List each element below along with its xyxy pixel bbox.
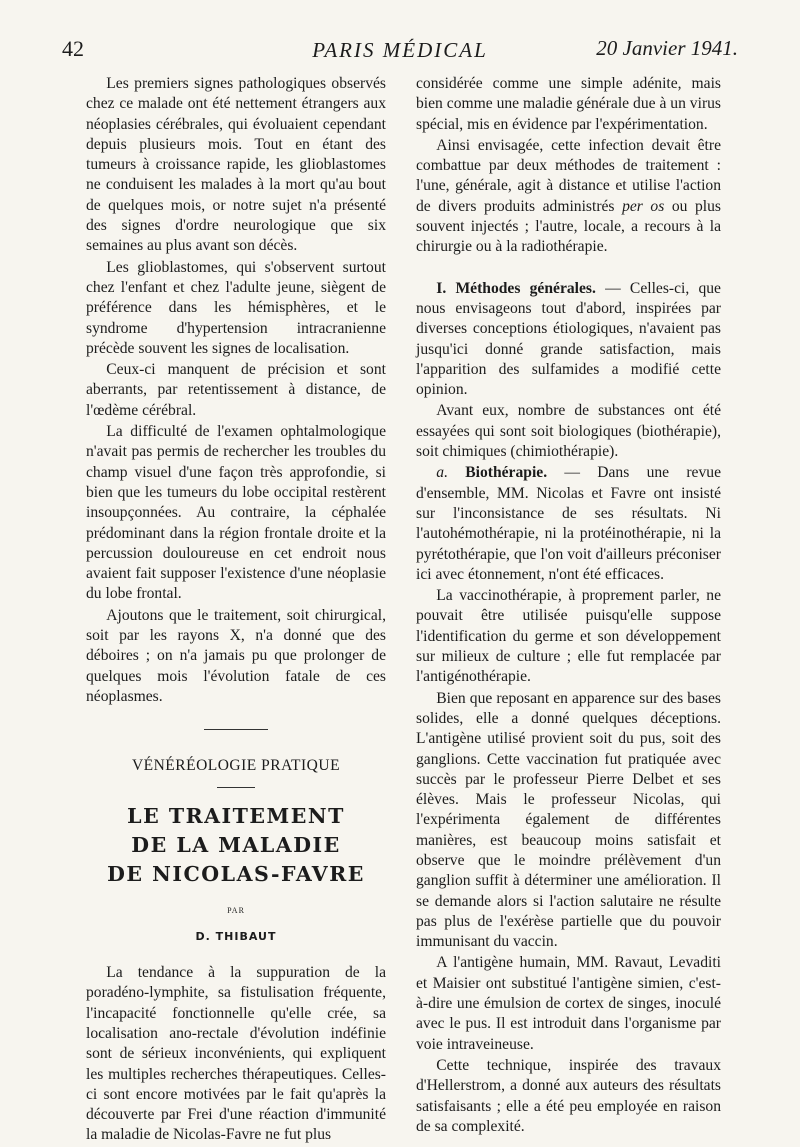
- left-column: [86, 74, 386, 1147]
- text-run: ou plus souvent injectés ; l'autre, locale, a recours à la chirurgie ou à la radiothérapie.: [416, 197, 721, 256]
- paragraph-continuation: considérée comme une simple adénite, mais bien comme une maladie générale due à un virus spécial, mis en évidence par l'expérimentation.: [416, 75, 721, 133]
- subsection-letter: a.: [436, 464, 448, 482]
- paragraph: Avant eux, nombre de substances ont été essayées qui sont soit biologiques (biothérapie), soit chimiques (chimiothérapie).: [416, 402, 721, 461]
- paragraph: La difficulté de l'examen ophtalmologique n'avait pas permis de rechercher les troubles du champ visuel d'une façon très approfondie, si bien que les tumeurs du lobe occipital restèrent insoupçonnées. Au contraire, la céphalée prédominant dans la région frontale droite et la percussion douloureuse en cet endroit nous avaient fait supposer l'existence d'une néoplasie du lobe frontal.: [86, 423, 386, 603]
- rubric-divider: [217, 787, 255, 788]
- paragraph: Les premiers signes pathologiques observés chez ce malade ont été nettement étrangers aux néoplasies cérébrales, qui évoluaient cependant depuis plusieurs mois. Tout en étant des tumeurs à croissance rapide, les glioblastomes ne conduisent les malades à la mort qu'au bout de quelques mois, or notre sujet n'a présenté des signes d'ordre neurologique que six semaines au plus avant son décès.: [86, 75, 386, 255]
- text-run: — Dans une revue d'ensemble, MM. Nicolas et Favre ont insisté sur l'inconsistance de ses résultats. Ni l'autohémothérapie, ni la protéinothérapie, ni la pyrétothérapie, que l'on voit d'ailleurs préconiser ici avec étonnement, n'ont été efficaces.: [416, 464, 721, 583]
- subsection-paragraph: [416, 463, 721, 585]
- section-heading: I. Méthodes générales.: [436, 279, 596, 297]
- article-title: [86, 802, 386, 889]
- article-title-line: DE LA MALADIE: [131, 832, 341, 857]
- running-header: [62, 36, 738, 68]
- byline-par: PAR: [227, 905, 245, 915]
- rubric-heading: VÉNÉRÉOLOGIE PRATIQUE: [131, 757, 341, 775]
- right-column: [416, 74, 721, 1138]
- paragraph: A l'antigène humain, MM. Ravaut, Levaditi et Maisier ont substitué l'antigène simien, c'est-à-dire une émulsion de cortex de singes, inoculé avec le pus. Il est introduit dans l'organisme par voie intraveineuse.: [416, 954, 721, 1053]
- paragraph: Ajoutons que le traitement, soit chirurgical, soit par les rayons X, n'a donné que des déboires ; on n'a jamais pu que prolonger de quelques mois l'évolution fatale de ces néoplasmes.: [86, 606, 386, 705]
- section-paragraph: [416, 279, 721, 401]
- subsection-heading: Biothérapie.: [447, 464, 548, 482]
- paragraph: Les glioblastomes, qui s'observent surtout chez l'enfant et chez l'adulte jeune, siègent de préférence dans les hémisphères, et le syndrome d'hypertension intracranienne précède souvent les signes de localisation.: [86, 258, 386, 357]
- paragraph: La vaccinothérapie, à proprement parler, ne pouvait être utilisée puisqu'elle suppose l'identification du germe et son développement sur milieux de culture ; elle fut remplacée par l'antigénothérapie.: [416, 587, 721, 686]
- article-title-line: LE TRAITEMENT: [127, 803, 345, 828]
- text-run: — Celles-ci, que nous envisageons tout d'abord, inspirées par diverses conceptions étiologiques, n'avaient pas jusqu'ici donné grande satisfaction, mais l'apparition des sulfamides a modifié cette opinion.: [416, 279, 721, 399]
- issue-date: 20 Janvier 1941.: [596, 36, 738, 60]
- spacer: [416, 259, 721, 279]
- page-number: 42: [62, 36, 84, 61]
- paragraph: La tendance à la suppuration de la poradéno-lymphite, sa fistulisation fréquente, l'incapacité fonctionnelle qu'elle crée, sa localisation ano-rectale d'évolution indéfinie sont de sérieux inconvénients, qui expliquent les multiples recherches thérapeutiques. Celles-ci sont encore motivées par le fait qu'après la découverte par Frei d'une réaction d'immunité la maladie de Nicolas-Favre ne fut plus: [86, 964, 386, 1144]
- paragraph: Bien que reposant en apparence sur des bases solides, elle a donné quelques déceptions. L'antigène utilisé provient soit du pus, soit des ganglions. Cette vaccination fut pratiquée avec succès par le professeur Pierre Delbet et ses élèves. Mais le professeur Nicolas, qui l'expérimenta également de différentes manières, est beaucoup moins satisfait et observe que le moindre prélèvement d'un ganglion suffit à déterminer une amélioration. Il se demande alors si l'action salutaire ne résulte pas plus de l'exérèse partielle que du pouvoir immunisant du vaccin.: [416, 689, 721, 951]
- text-run: Ainsi envisagée, cette infection devait être combattue par deux méthodes de traitement : l'une, générale, agit à distance et utilise l'action de divers produits administrés: [416, 136, 721, 215]
- paragraph: Ceux-ci manquent de précision et sont aberrants, par retentissement à distance, de l'œdème cérébral.: [86, 361, 386, 419]
- journal-title: PARIS MÉDICAL: [312, 38, 488, 62]
- paragraph: [416, 136, 721, 258]
- article-author: D. THIBAUT: [195, 929, 277, 943]
- latin-term: per os: [622, 197, 665, 215]
- article-title-line: DE NICOLAS-FAVRE: [107, 861, 365, 886]
- section-divider: [204, 729, 268, 730]
- paragraph: Cette technique, inspirée des travaux d'Hellerstrom, a donné aux auteurs des résultats satisfaisants ; elle a été peu employée en raison de sa complexité.: [416, 1056, 721, 1135]
